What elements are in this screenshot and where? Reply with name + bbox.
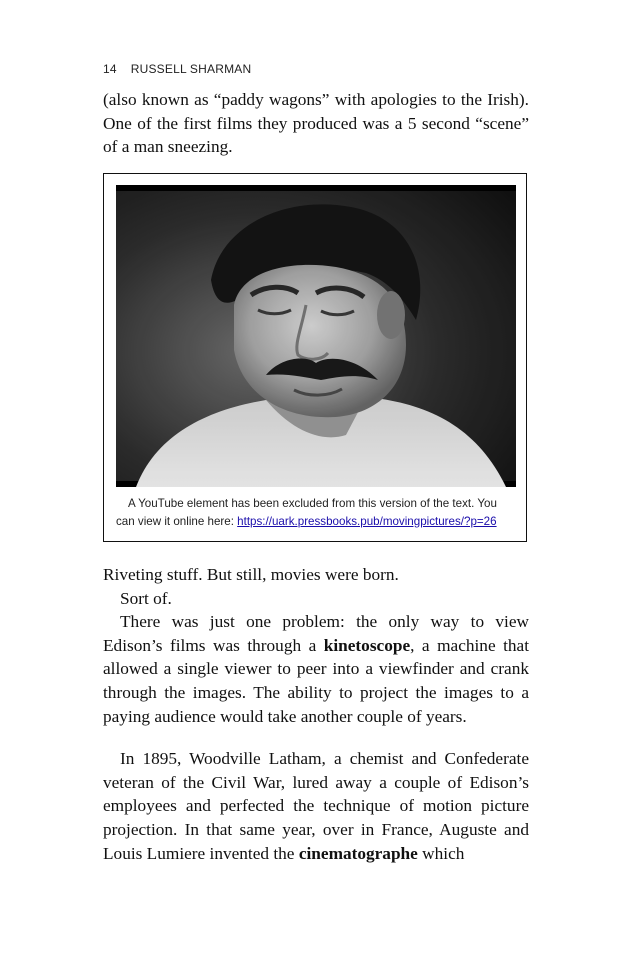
paragraph-sort-of: Sort of. xyxy=(120,589,172,608)
page-number: 14 xyxy=(103,62,117,76)
running-author: RUSSELL SHARMAN xyxy=(130,62,252,76)
video-figure xyxy=(103,173,527,542)
paragraph-riveting: Riveting stuff. But still, movies were born. xyxy=(103,565,399,584)
paragraph-text: There was just one problem: the only way to view Edison’s films was through a xyxy=(103,612,529,655)
paragraph-text: In 1895, Woodville Latham, a chemist and Confederate veteran of the Civil War, lured away a couple of Edison’s employees and perfected the technique of motion picture projection. In that same year, over in France, Auguste and Louis Lumiere invented the xyxy=(103,749,529,863)
term-cinematographe: cinematographe xyxy=(298,843,418,863)
paragraph-paddy-wagons: (also known as “paddy wagons” with apologies to the Irish). One of the first films they produced was a 5 second “scene” of a man sneezing. xyxy=(103,90,529,157)
running-header xyxy=(103,62,251,76)
video-link[interactable]: https://uark.pressbooks.pub/movingpictures/?p=26 xyxy=(237,515,497,528)
caption-text: A YouTube element has been excluded from this version of the text. You can view it online here: xyxy=(116,497,497,528)
paragraph-latham xyxy=(103,747,529,866)
paragraph-text: , a machine that allowed a single viewer to peer into a viewfinder and crank through the images. The ability to project the images to a paying audience would take another couple of years. xyxy=(103,635,529,726)
term-kinetoscope: kinetoscope xyxy=(323,635,411,655)
sneezing-man-photo xyxy=(116,185,516,487)
video-caption xyxy=(116,495,518,531)
paragraph-kinetoscope xyxy=(103,610,529,729)
paragraph-text: which xyxy=(417,843,465,863)
video-still-image xyxy=(116,185,516,487)
